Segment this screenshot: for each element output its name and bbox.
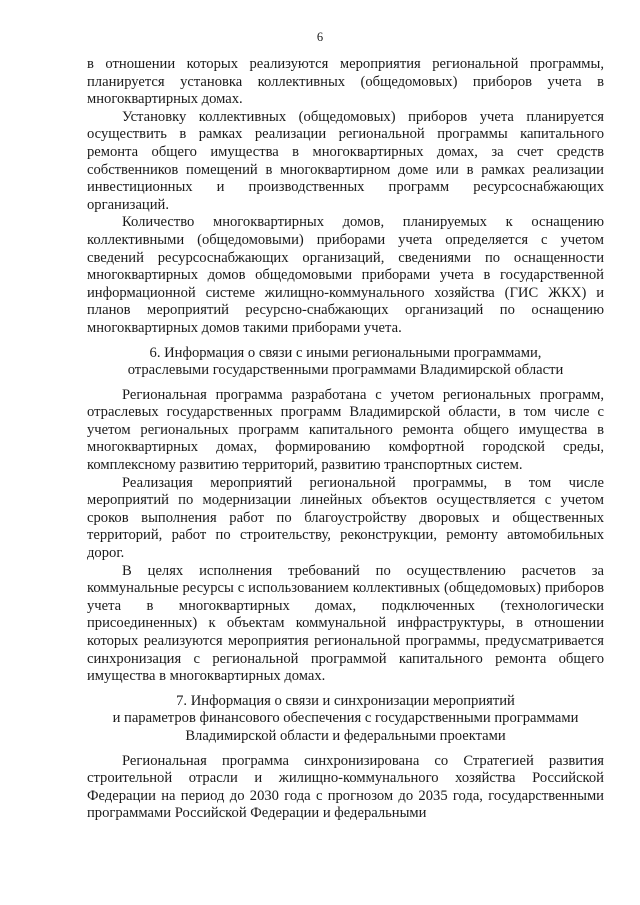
section-6-heading-line-2: отраслевыми государственными программами Владимирской области (127, 362, 564, 379)
section-6-paragraph-3: В целях исполнения требований по осуществлению расчетов за коммунальные ресурсы с использованием коллективных (общедомовых) приборов учета в многоквартирных домах, подключенных (технологически присоединенных) к объектам коммунальной инфраструктуры, в отношении которых реализуются мероприятия региональной программы, предусматривается синхронизация с региональной программой капитального ремонта общего имущества в многоквартирных домах. (87, 562, 604, 685)
paragraph-continuation: в отношении которых реализуются мероприятия региональной программы, планируется установка коллективных (общедомовых) приборов учета в многоквартирных домах. (87, 56, 604, 108)
section-7-paragraph-1: Региональная программа синхронизирована со Стратегией развития строительной отрасли и жилищно-коммунального хозяйства Российской Федерации на период до 2030 года с прогнозом до 2035 года, государственными программами Российской Федерации и федеральными (87, 752, 604, 822)
section-6-heading (87, 345, 604, 380)
section-7-heading-line-3: Владимирской области и федеральными проектами (185, 727, 506, 744)
section-6-paragraph-1: Региональная программа разработана с учетом региональных программ, отраслевых государственных программ Владимирской области, в том числе с учетом региональных программ капитального ремонта общего имущества в многоквартирных домах, формированию комфортной городской среды, комплексному развитию территорий, развитию транспортных систем. (87, 386, 604, 474)
section-6-paragraph-2: Реализация мероприятий региональной программы, в том числе мероприятий по модернизации линейных объектов осуществляется с учетом сроков выполнения работ по благоустройству дворовых и общественных территорий, работ по строительству, реконструкции, ремонту автомобильных дорог. (87, 474, 604, 562)
paragraph-meter-installation: Установку коллективных (общедомовых) приборов учета планируется осуществить в рамках реализации региональной программы капитального ремонта общего имущества в многоквартирных домах, за счет средств собственников помещений в многоквартирном доме или в рамках реализации инвестиционных и производственных программ ресурсоснабжающих организаций. (87, 108, 604, 213)
section-7-heading-line-1: 7. Информация о связи и синхронизации мероприятий (176, 692, 515, 709)
section-7-heading-line-2: и параметров финансового обеспечения с государственными программами (112, 710, 579, 727)
section-6-heading-line-1: 6. Информация о связи с иными региональными программами, (149, 344, 542, 361)
document-body (87, 56, 604, 823)
page-number: 6 (316, 30, 324, 44)
paragraph-meter-count: Количество многоквартирных домов, планируемых к оснащению коллективными (общедомовыми) приборами учета определяется с учетом сведений ресурсоснабжающих организаций, сведениями по оснащенности многоквартирных домов общедомовыми приборами учета в государственной информационной системе жилищно-коммунального хозяйства (ГИС ЖКХ) и планов мероприятий ресурсно-снабжающих организаций по оснащению многоквартирных домов такими приборами учета. (87, 214, 604, 336)
section-7-heading (87, 693, 604, 746)
